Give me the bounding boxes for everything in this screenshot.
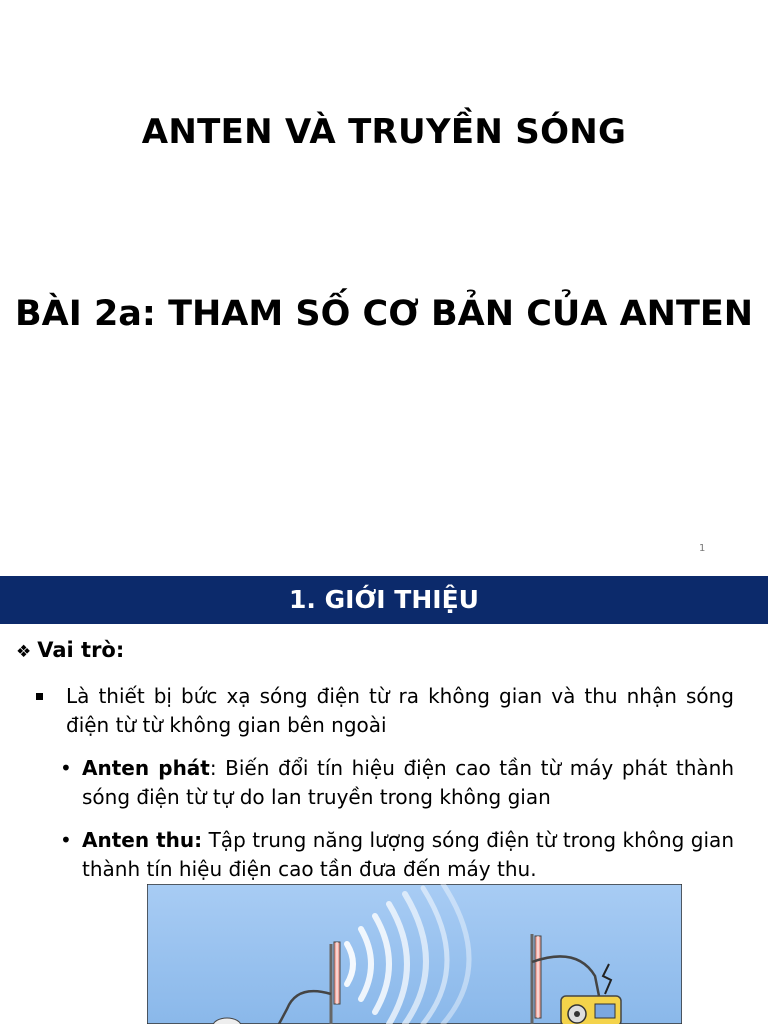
- transmit-text: [60, 754, 734, 812]
- receive-label: Anten thu:: [82, 828, 203, 852]
- page-number: 1: [699, 543, 706, 554]
- bullet-transmit-antenna: [60, 754, 734, 812]
- definition-text: Là thiết bị bức xạ sóng điện từ ra không gian và thu nhận sóng điện từ từ không gian bên ngoài: [66, 684, 734, 737]
- slide-introduction: [0, 576, 768, 1024]
- transmit-label: Anten phát: [82, 756, 210, 780]
- receiver-icon: [561, 996, 621, 1024]
- receive-text: [60, 826, 734, 884]
- bullet-receive-antenna: [60, 826, 734, 884]
- dot-bullet-icon: •: [60, 828, 72, 852]
- dot-bullet-icon: •: [60, 756, 72, 780]
- role-heading: [16, 638, 124, 662]
- square-bullet-icon: [36, 693, 43, 700]
- transmit-description: : Biến đổi tín hiệu điện cao tần từ máy phát thành sóng điện từ tự do lan truyền trong không gian: [82, 756, 734, 809]
- diamond-bullet-icon: ❖: [16, 642, 32, 662]
- role-label: Vai trò:: [37, 638, 125, 662]
- receive-description: Tập trung năng lượng sóng điện từ trong không gian thành tín hiệu điện cao tần đưa đến máy thu.: [82, 828, 734, 881]
- section-heading: 1. GIỚI THIỆU: [0, 576, 768, 624]
- lesson-title: BÀI 2a: THAM SỐ CƠ BẢN CỦA ANTEN: [14, 294, 754, 334]
- bullet-definition: [36, 682, 734, 740]
- antenna-illustration: [147, 884, 682, 1024]
- receive-antenna-icon: [532, 934, 541, 1024]
- course-title: ANTEN VÀ TRUYỀN SÓNG: [141, 112, 627, 152]
